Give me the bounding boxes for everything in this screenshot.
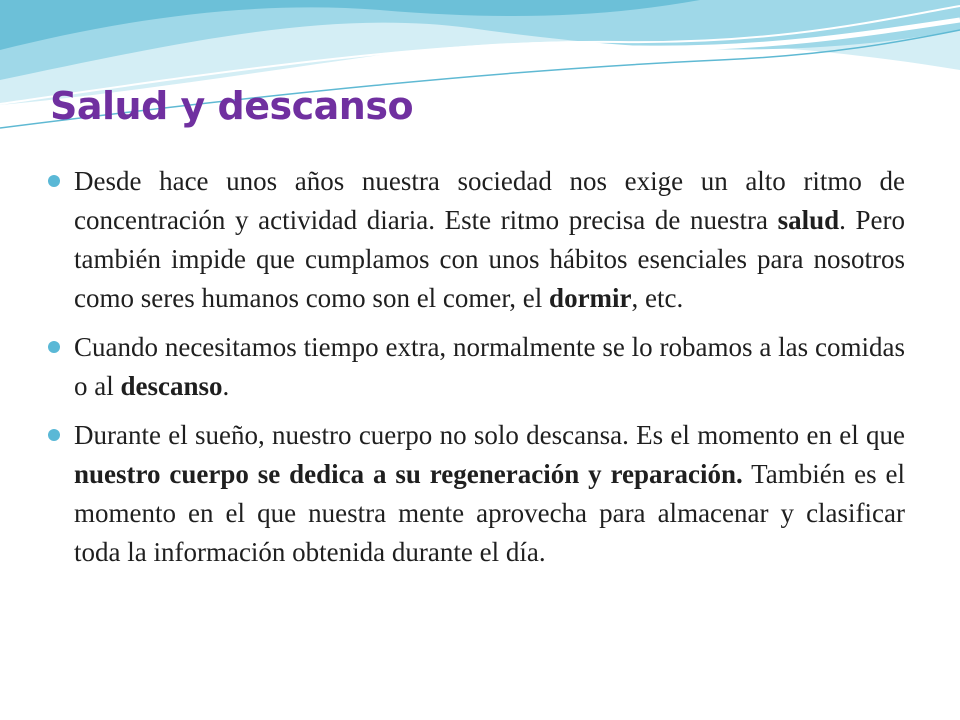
bullet-item [48,328,905,406]
bullet-list [48,162,905,582]
bullet-dot-icon [48,429,60,441]
bullet-text-bold: salud [777,205,840,235]
bullet-text: . [222,371,230,401]
bullet-text-bold: descanso [120,371,223,401]
bullet-text-bold: dormir [549,283,632,313]
bullet-dot-icon [48,341,60,353]
bullet-item [48,162,905,318]
bullet-text: Durante el sueño, nuestro cuerpo no solo descansa. Es el momento en el que [74,420,905,450]
bullet-dot-icon [48,175,60,187]
slide-title: Salud y descanso [50,84,414,128]
bullet-text: Cuando necesitamos tiempo extra, normalmente se lo robamos a las comidas o al [74,332,905,401]
bullet-text: También es el momento en el que nuestra mente aprovecha para almacenar y clasificar toda la información obtenida durante el día. [74,459,905,567]
bullet-text: Desde hace unos años nuestra sociedad nos exige un alto ritmo de concentración y actividad diaria. Este ritmo precisa de nuestra [74,166,905,235]
bullet-text: , etc. [631,283,684,313]
bullet-text-bold: nuestro cuerpo se dedica a su regeneración y reparación. [74,459,743,489]
bullet-text: . Pero también impide que cumplamos con unos hábitos esenciales para nosotros como seres humanos como son el comer, el [74,205,905,313]
bullet-item [48,416,905,572]
